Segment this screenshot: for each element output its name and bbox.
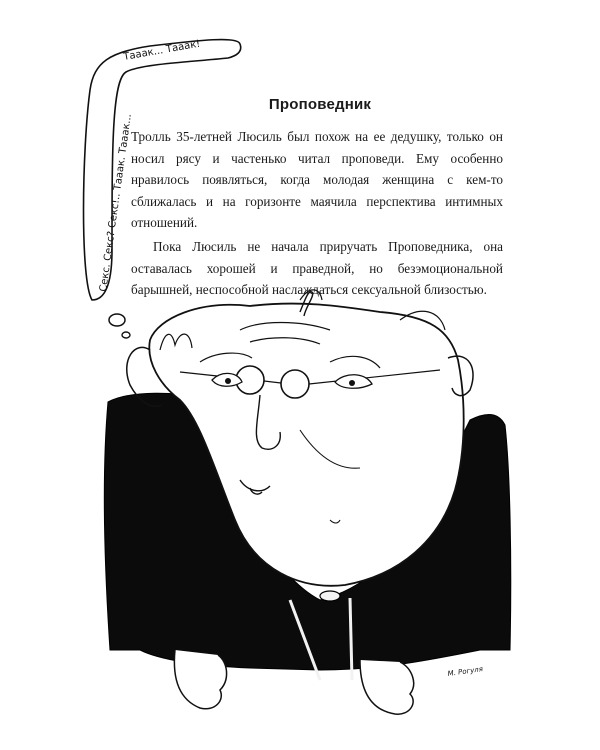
troll-foot-right [360,660,414,714]
troll-pupil-left [225,378,231,384]
bubble-text-side: Секс. Секс? Секс!.. Тааак. Тааак... [98,113,134,293]
paragraph-1: Тролль 35-летней Люсиль был похож на ее дедушку, только он носил рясу и частенько читал проповеди. Ему особенно нравилось появляться, когда молодая женщина с кем-то сближалась и на горизонте маячила перспектива интимных отношений. [131,129,503,231]
robe-button [320,591,340,601]
paragraph-2: Пока Люсиль не начала приручать Проповедника, она оставалась хорошей и праведной, но безэмоциональной барышней, неспособной наслаждаться сексуальной близостью. [131,238,503,298]
troll-pupil-right [349,380,355,386]
artist-signature: М. Рогуля [447,665,484,678]
troll-foot-left [174,650,226,709]
page-title: Проповедник [268,96,372,113]
thought-bubble-dot [122,332,130,338]
body-text [131,126,503,301]
bubble-text-top: Тааак... Тааак! [122,38,202,63]
thought-bubble-dot [109,314,125,326]
